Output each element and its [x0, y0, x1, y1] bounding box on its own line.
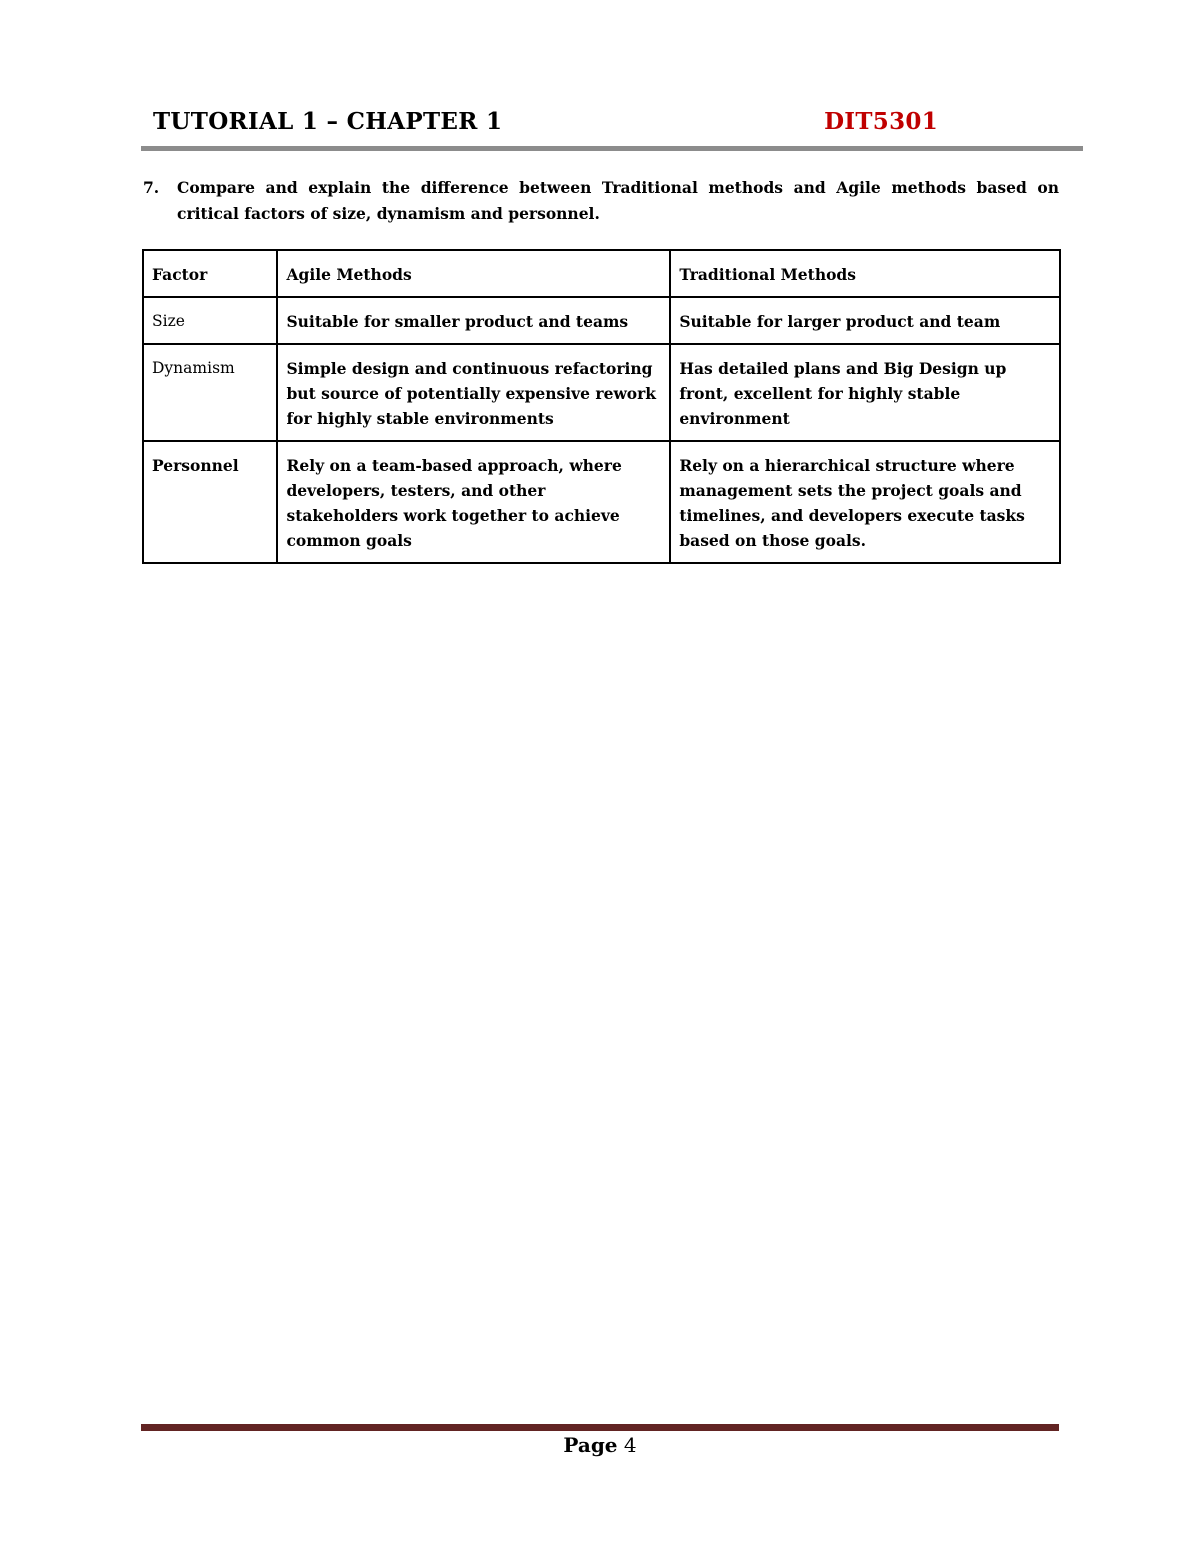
agile-cell: Simple design and continuous refactoring but source of potentially expensive rework for highly stable environments — [277, 344, 670, 441]
page-label: Page — [563, 1433, 618, 1457]
traditional-cell: Rely on a hierarchical structure where management sets the project goals and timelines, and developers execute tasks based on those goals. — [670, 441, 1060, 563]
agile-cell: Suitable for smaller product and teams — [277, 297, 670, 344]
table-row — [143, 344, 1060, 441]
header-agile-methods: Agile Methods — [277, 250, 670, 297]
agile-cell: Rely on a team-based approach, where developers, testers, and other stakeholders work together to achieve common goals — [277, 441, 670, 563]
comparison-table — [142, 249, 1061, 564]
traditional-cell: Has detailed plans and Big Design up front, excellent for highly stable environment — [670, 344, 1060, 441]
page-header — [153, 108, 938, 142]
traditional-cell: Suitable for larger product and team — [670, 297, 1060, 344]
document-title: TUTORIAL 1 – CHAPTER 1 — [153, 108, 503, 135]
table-header-row — [143, 250, 1060, 297]
question-block — [143, 175, 1059, 227]
factor-cell: Personnel — [143, 441, 277, 563]
table-row — [143, 297, 1060, 344]
question-text: Compare and explain the difference between Traditional methods and Agile methods based on critical factors of size, dynamism and personnel. — [177, 178, 1059, 223]
page-footer — [0, 1433, 1200, 1457]
course-code: DIT5301 — [824, 108, 938, 135]
question-number: 7. — [143, 178, 160, 197]
factor-cell: Dynamism — [143, 344, 277, 441]
page-number: 4 — [623, 1433, 637, 1457]
header-factor: Factor — [143, 250, 277, 297]
header-divider — [141, 146, 1083, 151]
table-row — [143, 441, 1060, 563]
header-traditional-methods: Traditional Methods — [670, 250, 1060, 297]
footer-divider — [141, 1424, 1059, 1431]
factor-cell: Size — [143, 297, 277, 344]
